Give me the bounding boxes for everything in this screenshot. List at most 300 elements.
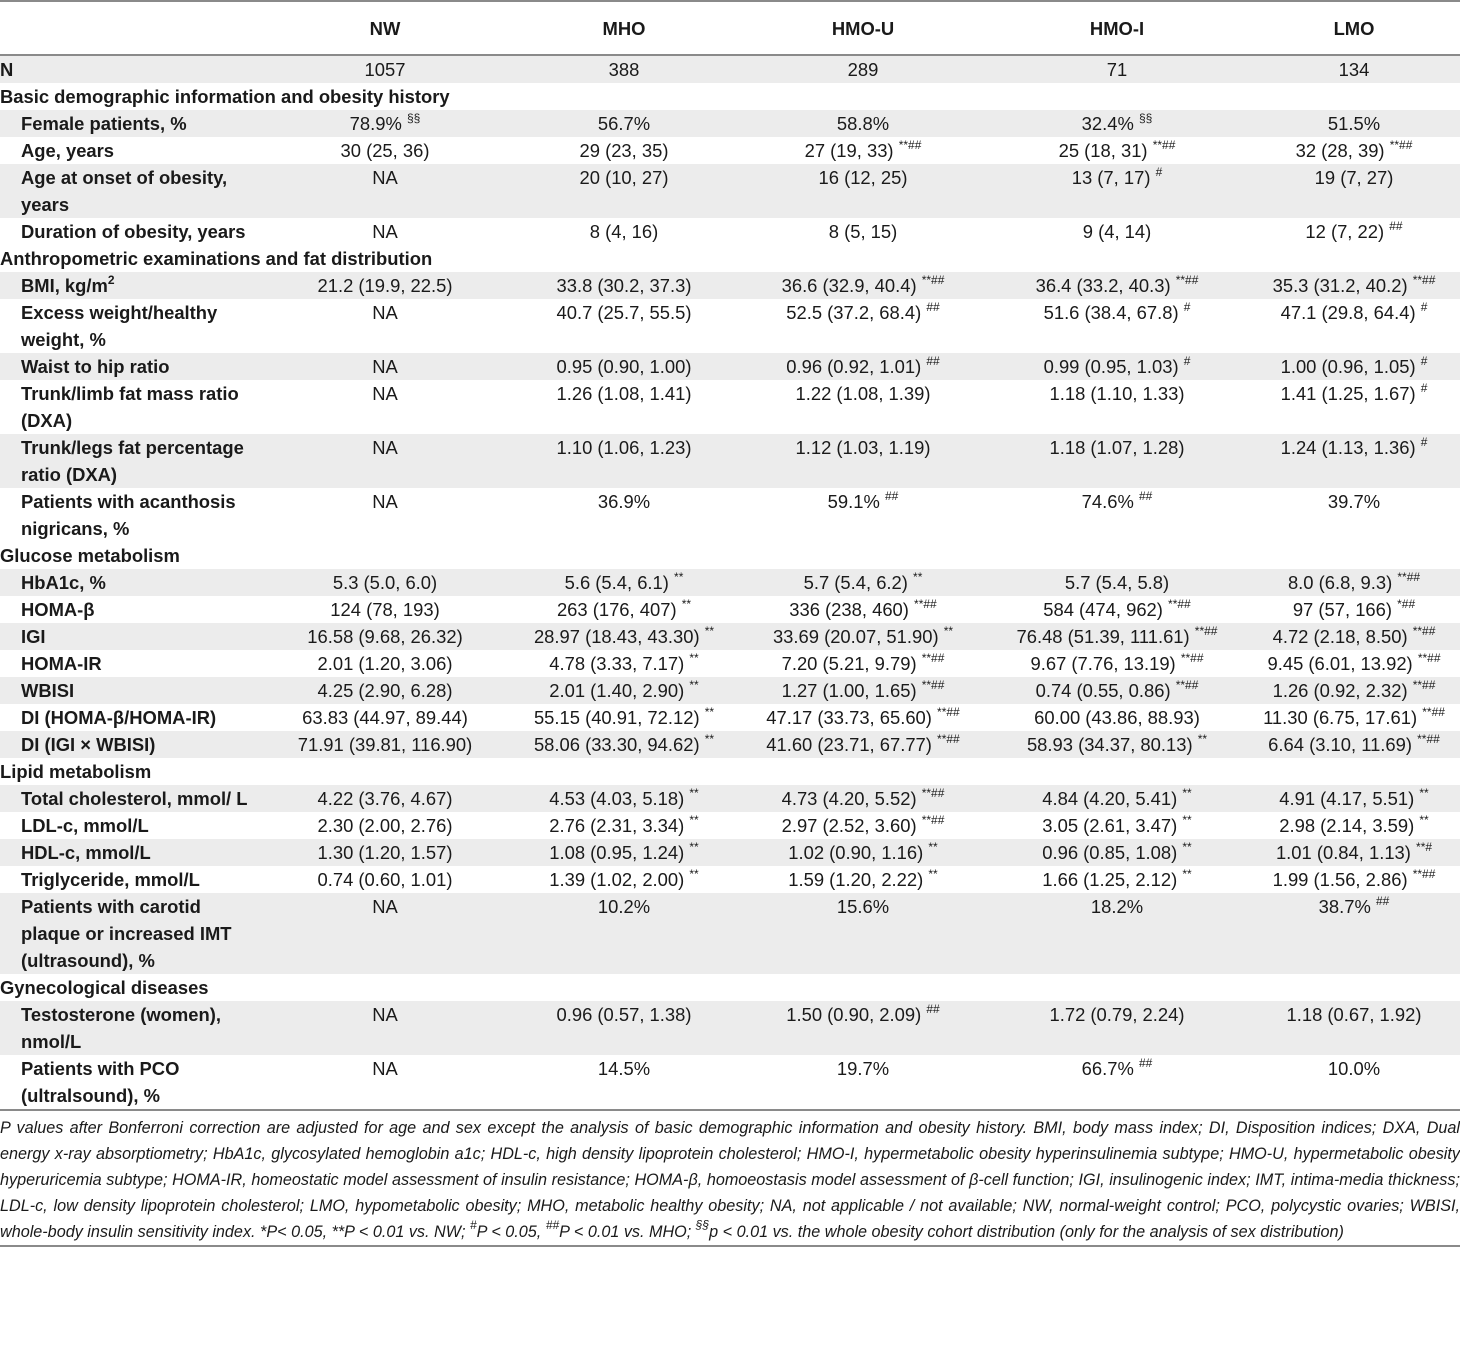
cell-value: 29 (23, 35) [579,140,669,161]
cell-value: 74.6% [1081,491,1134,512]
row-label [0,434,262,488]
header-cell-nw: NW [262,1,508,55]
cell-hmo-u [740,164,986,218]
cell-nw [262,164,508,218]
cell-value: NA [372,1058,398,1079]
cell-value: 13 (7, 17) [1071,167,1151,188]
section-row [0,83,1460,110]
cell-hmo-i [986,569,1248,596]
cell-hmo-i [986,55,1248,83]
cell-hmo-u [740,488,986,542]
cell-value: 9.45 (6.01, 13.92) [1267,653,1413,674]
table-row [0,137,1460,164]
section-heading: Anthropometric examinations and fat distribution [0,248,433,269]
significance-mark: ## [926,300,940,314]
significance-mark: ** [1197,732,1208,746]
table-row [0,785,1460,812]
cell-value: 19.7% [836,1058,890,1079]
table-row [0,893,1460,974]
cell-hmo-u [740,569,986,596]
row-label-text: Patients with PCO (ultralsound), % [21,1058,180,1106]
footnote-sup-3: §§ [695,1218,710,1232]
significance-mark: **## [921,651,945,665]
row-label [0,623,262,650]
cell-value: 97 (57, 166) [1292,599,1393,620]
row-label [0,218,262,245]
cell-value: 8 (5, 15) [828,221,898,242]
cell-hmo-i [986,704,1248,731]
significance-mark: ** [689,786,699,800]
cell-value: 0.74 (0.55, 0.86) [1035,680,1171,701]
cell-value: 51.6 (38.4, 67.8) [1043,302,1179,323]
footnote-main: P values after Bonferroni correction are adjusted for age and sex except the analysis of basic demographic information and obesity history. BMI, body mass index; DI, Disposition indices; DXA, Dual energy x-ray absorptiometry; HbA1c, glycosylated hemoglobin a1c; HDL-c, high density lipoprotein cholesterol; HMO-I, hypermetabolic obesity hyperinsulinemia subtype; HMO-U, hypermetabolic obesity hyperuricemia subtype; HOMA-IR, homeostatic model assessment of insulin resistance; HOMA-β, homoeostasis model assessment of β-cell function; IGI, insulinogenic index; IMT, intima-media thickness; LDL-c, low density lipoprotein cholesterol; LMO, hypometabolic obesity; MHO, metabolic healthy obesity; NA, not applicable / not available; NW, normal-weight control; PCO, polycystic ovaries; WBISI, whole-body insulin sensitivity index. *P< 0.05, **P < 0.01 vs. NW; [0,1119,1460,1241]
cell-mho [508,353,740,380]
significance-mark: ** [1182,867,1192,881]
cell-hmo-i [986,893,1248,974]
cell-hmo-u [740,731,986,758]
footnote-sup-1: # [469,1218,477,1232]
row-label-text: Age at onset of obesity, years [21,167,228,215]
cell-hmo-u [740,110,986,137]
significance-mark: ** [689,813,699,827]
significance-mark: ** [689,840,699,854]
cell-value: 1.27 (1.00, 1.65) [781,680,917,701]
cell-value: 1.30 (1.20, 1.57) [317,842,453,863]
cell-value: 1.12 (1.03, 1.19) [795,437,931,458]
cell-value: 18.2% [1090,896,1144,917]
row-label-text: Excess weight/healthy weight, % [21,302,218,350]
cell-value: 1057 [364,59,406,80]
cell-value: 0.99 (0.95, 1.03) [1043,356,1179,377]
table-row [0,353,1460,380]
cell-value: 2.01 (1.40, 2.90) [549,680,685,701]
table-row [0,1055,1460,1109]
cell-value: 4.73 (4.20, 5.52) [781,788,917,809]
significance-mark: **## [1412,624,1436,638]
significance-mark: ## [926,354,940,368]
cell-value: 15.6% [836,896,890,917]
cell-value: 0.96 (0.57, 1.38) [556,1004,692,1025]
cell-lmo [1248,623,1460,650]
cell-lmo [1248,299,1460,353]
row-label [0,731,262,758]
table-row [0,596,1460,623]
cell-hmo-u [740,1001,986,1055]
cell-hmo-i [986,164,1248,218]
cell-hmo-u [740,137,986,164]
cell-value: 2.98 (2.14, 3.59) [1279,815,1415,836]
cell-value: 4.78 (3.33, 7.17) [549,653,685,674]
cell-value: 1.50 (0.90, 2.09) [786,1004,922,1025]
cell-lmo [1248,164,1460,218]
cell-hmo-i [986,380,1248,434]
significance-mark: ** [704,624,715,638]
footnote-sig-1: P < 0.05, [476,1223,546,1241]
cell-hmo-u [740,866,986,893]
cell-value: NA [372,302,398,323]
significance-mark: ** [704,705,715,719]
cell-lmo [1248,110,1460,137]
cell-value: 263 (176, 407) [556,599,677,620]
cell-value: 289 [847,59,879,80]
cell-value: 1.18 (1.07, 1.28) [1049,437,1185,458]
cell-value: 76.48 (51.39, 111.61) [1016,626,1190,647]
table-row [0,55,1460,83]
significance-mark: **## [1412,273,1436,287]
cell-value: 4.22 (3.76, 4.67) [317,788,453,809]
cell-lmo [1248,1055,1460,1109]
table-row [0,650,1460,677]
row-label-text: DI (HOMA-β/HOMA-IR) [21,707,217,728]
cell-nw [262,137,508,164]
cell-lmo [1248,839,1460,866]
cell-hmo-u [740,380,986,434]
cell-value: 1.10 (1.06, 1.23) [556,437,692,458]
row-label-text: HDL-c, mmol/L [21,842,151,863]
cell-mho [508,785,740,812]
cell-value: 10.0% [1327,1058,1381,1079]
cell-nw [262,623,508,650]
cell-value: NA [372,437,398,458]
header-cell-mho: MHO [508,1,740,55]
table-row [0,623,1460,650]
row-label [0,488,262,542]
cell-value: 5.3 (5.0, 6.0) [332,572,438,593]
cell-value: 14.5% [597,1058,651,1079]
significance-mark: **## [1422,705,1445,719]
cell-value: 21.2 (19.9, 22.5) [317,275,453,296]
cell-hmo-i [986,596,1248,623]
table-row [0,1001,1460,1055]
significance-mark: # [1420,381,1428,395]
table-row [0,434,1460,488]
cell-value: 36.6 (32.9, 40.4) [781,275,917,296]
cell-value: 58.8% [836,113,890,134]
row-label-text: WBISI [21,680,75,701]
cell-value: NA [372,167,398,188]
significance-mark: ** [1182,786,1192,800]
cell-hmo-u [740,893,986,974]
significance-mark: **## [1168,597,1191,611]
cell-nw [262,677,508,704]
significance-mark: ## [1389,219,1403,233]
significance-mark: ** [913,570,923,584]
cell-value: 584 (474, 962) [1043,599,1163,620]
cell-lmo [1248,488,1460,542]
row-label [0,893,262,974]
cell-value: 59.1% [827,491,880,512]
cell-lmo [1248,218,1460,245]
cell-nw [262,839,508,866]
significance-mark: # [1183,354,1191,368]
section-heading: Gynecological diseases [0,977,209,998]
cell-hmo-u [740,839,986,866]
header-cell-hmo-u: HMO-U [740,1,986,55]
cell-nw [262,893,508,974]
row-label-text: HbA1c, % [21,572,106,593]
cell-nw [262,218,508,245]
cell-lmo [1248,866,1460,893]
cell-value: 16.58 (9.68, 26.32) [307,626,463,647]
cell-value: 78.9% [349,113,402,134]
significance-mark: *## [1397,597,1416,611]
cell-lmo [1248,677,1460,704]
cell-value: 30 (25, 36) [340,140,430,161]
significance-mark: ** [674,570,684,584]
row-label-text: Total cholesterol, mmol/ L [21,788,248,809]
cell-hmo-u [740,272,986,299]
table-row [0,677,1460,704]
significance-mark: ** [1182,840,1192,854]
cell-value: 5.6 (5.4, 6.1) [564,572,669,593]
cell-lmo [1248,650,1460,677]
cell-hmo-u [740,1055,986,1109]
cell-mho [508,569,740,596]
row-label-text: BMI, kg/m [21,275,108,296]
significance-mark: ** [689,651,699,665]
cell-value: 16 (12, 25) [818,167,908,188]
significance-mark: ** [1419,813,1429,827]
cell-value: 9 (4, 14) [1082,221,1152,242]
cell-value: NA [372,491,398,512]
row-label-text: Testosterone (women), nmol/L [21,1004,221,1052]
cell-value: 20 (10, 27) [579,167,669,188]
cell-value: NA [372,1004,398,1025]
cell-value: 134 [1338,59,1370,80]
header-row [0,1,1460,55]
cell-mho [508,1055,740,1109]
cell-value: 38.7% [1318,896,1371,917]
cell-lmo [1248,704,1460,731]
cell-value: 63.83 (44.97, 89.44) [302,707,468,728]
row-label-text: Patients with acanthosis nigricans, % [21,491,236,539]
row-label [0,1055,262,1109]
cell-value: 2.97 (2.52, 3.60) [781,815,917,836]
cell-value: 1.02 (0.90, 1.16) [788,842,924,863]
cell-mho [508,137,740,164]
cell-hmo-u [740,650,986,677]
cell-mho [508,677,740,704]
cell-nw [262,434,508,488]
section-heading: Glucose metabolism [0,545,180,566]
cell-hmo-u [740,218,986,245]
cell-value: 1.18 (1.10, 1.33) [1049,383,1185,404]
significance-mark: ** [1182,813,1192,827]
cell-mho [508,55,740,83]
table-row [0,569,1460,596]
cell-value: 1.22 (1.08, 1.39) [795,383,931,404]
cell-value: 1.39 (1.02, 2.00) [549,869,685,890]
row-label-superscript: 2 [107,273,115,287]
bottom-rule [0,1245,1460,1247]
cell-hmo-u [740,596,986,623]
cell-value: 2.01 (1.20, 3.06) [317,653,453,674]
header-cell-hmo-i: HMO-I [986,1,1248,55]
cell-value: 47.1 (29.8, 64.4) [1280,302,1416,323]
row-label [0,137,262,164]
cell-value: 66.7% [1081,1058,1134,1079]
cell-value: 51.5% [1327,113,1381,134]
cell-hmo-u [740,299,986,353]
cell-mho [508,812,740,839]
cell-nw [262,704,508,731]
significance-mark: ** [689,678,699,692]
significance-mark: # [1420,300,1428,314]
cell-lmo [1248,893,1460,974]
cell-hmo-u [740,812,986,839]
cell-value: 36.9% [597,491,651,512]
cell-value: 25 (18, 31) [1058,140,1148,161]
cell-nw [262,1055,508,1109]
cell-value: 71.91 (39.81, 116.90) [297,734,473,755]
table-row [0,380,1460,434]
header-cell-blank [0,1,262,55]
cell-value: 58.93 (34.37, 80.13) [1026,734,1193,755]
cell-nw [262,569,508,596]
table-row [0,866,1460,893]
cell-mho [508,164,740,218]
cell-hmo-i [986,812,1248,839]
cell-value: 388 [608,59,640,80]
row-label [0,272,262,299]
cell-value: 35.3 (31.2, 40.2) [1272,275,1408,296]
cell-value: 60.00 (43.86, 88.93) [1034,707,1200,728]
cell-value: NA [372,383,398,404]
cell-value: 8 (4, 16) [589,221,659,242]
cell-nw [262,1001,508,1055]
section-row [0,974,1460,1001]
cell-value: 10.2% [597,896,651,917]
cell-value: 0.74 (0.60, 1.01) [317,869,453,890]
cell-value: 32.4% [1081,113,1134,134]
cell-mho [508,650,740,677]
cell-lmo [1248,785,1460,812]
cell-mho [508,866,740,893]
row-label [0,110,262,137]
row-label-text: IGI [21,626,46,647]
cell-hmo-i [986,1001,1248,1055]
cell-mho [508,893,740,974]
significance-mark: ** [681,597,692,611]
significance-mark: **## [937,705,960,719]
cell-value: 7.20 (5.21, 9.79) [781,653,917,674]
cell-value: 5.7 (5.4, 6.2) [803,572,908,593]
cell-value: 8.0 (6.8, 9.3) [1287,572,1393,593]
significance-mark: **## [1417,651,1441,665]
cell-value: 11.30 (6.75, 17.61) [1263,707,1418,728]
cell-value: 33.8 (30.2, 37.3) [556,275,692,296]
cell-value: 52.5 (37.2, 68.4) [786,302,922,323]
cell-mho [508,488,740,542]
significance-mark: **## [921,273,945,287]
significance-mark: **## [1180,651,1204,665]
cell-nw [262,731,508,758]
significance-mark: **## [1175,273,1199,287]
row-label-text: Patients with carotid plaque or increased IMT (ultrasound), % [21,896,232,971]
cell-mho [508,272,740,299]
cell-value: 4.25 (2.90, 6.28) [317,680,453,701]
cell-hmo-i [986,650,1248,677]
cell-nw [262,353,508,380]
cell-value: 1.26 (0.92, 2.32) [1272,680,1408,701]
significance-mark: ** [689,867,699,881]
table-row [0,218,1460,245]
cell-mho [508,596,740,623]
significance-mark: **## [898,138,922,152]
cell-value: 6.64 (3.10, 11.69) [1268,734,1412,755]
significance-mark: ** [704,732,715,746]
cell-hmo-u [740,623,986,650]
section-heading: Lipid metabolism [0,761,152,782]
significance-mark: ** [928,840,938,854]
cell-value: 5.7 (5.4, 5.8) [1064,572,1170,593]
cell-hmo-i [986,677,1248,704]
cell-value: 1.72 (0.79, 2.24) [1049,1004,1185,1025]
table-row [0,839,1460,866]
cell-nw [262,110,508,137]
row-label-text: HOMA-β [21,599,95,620]
header-cell-lmo: LMO [1248,1,1460,55]
cell-value: 1.01 (0.84, 1.13) [1275,842,1411,863]
cell-lmo [1248,434,1460,488]
cell-hmo-i [986,488,1248,542]
significance-mark: **## [1194,624,1218,638]
cell-hmo-i [986,785,1248,812]
cell-lmo [1248,55,1460,83]
significance-mark: ** [943,624,954,638]
row-label [0,677,262,704]
cell-lmo [1248,353,1460,380]
significance-mark: **## [921,786,945,800]
row-label [0,353,262,380]
row-label [0,596,262,623]
cell-value: 12 (7, 22) [1305,221,1385,242]
table-row [0,110,1460,137]
row-label [0,1001,262,1055]
row-label [0,866,262,893]
significance-mark: **## [1175,678,1199,692]
cell-mho [508,731,740,758]
row-label [0,704,262,731]
cell-value: 0.96 (0.92, 1.01) [786,356,922,377]
table-row [0,812,1460,839]
cell-value: 1.08 (0.95, 1.24) [549,842,685,863]
significance-mark: ## [884,489,899,503]
row-label-text: LDL-c, mmol/L [21,815,149,836]
footnote-sup-2: ## [545,1218,560,1232]
significance-mark: # [1420,354,1428,368]
cell-nw [262,55,508,83]
cell-value: NA [372,221,398,242]
cell-value: 1.18 (0.67, 1.92) [1286,1004,1422,1025]
significance-mark: # [1183,300,1191,314]
cell-value: 3.05 (2.61, 3.47) [1042,815,1178,836]
cell-nw [262,650,508,677]
section-row [0,758,1460,785]
significance-mark: ## [1138,489,1153,503]
cell-value: 19 (7, 27) [1314,167,1394,188]
row-label [0,55,262,83]
cell-nw [262,272,508,299]
cell-hmo-i [986,1055,1248,1109]
cell-lmo [1248,137,1460,164]
cell-hmo-i [986,299,1248,353]
cell-hmo-i [986,866,1248,893]
cell-hmo-u [740,434,986,488]
cell-value: 1.59 (1.20, 2.22) [788,869,924,890]
cell-nw [262,299,508,353]
table-row [0,164,1460,218]
